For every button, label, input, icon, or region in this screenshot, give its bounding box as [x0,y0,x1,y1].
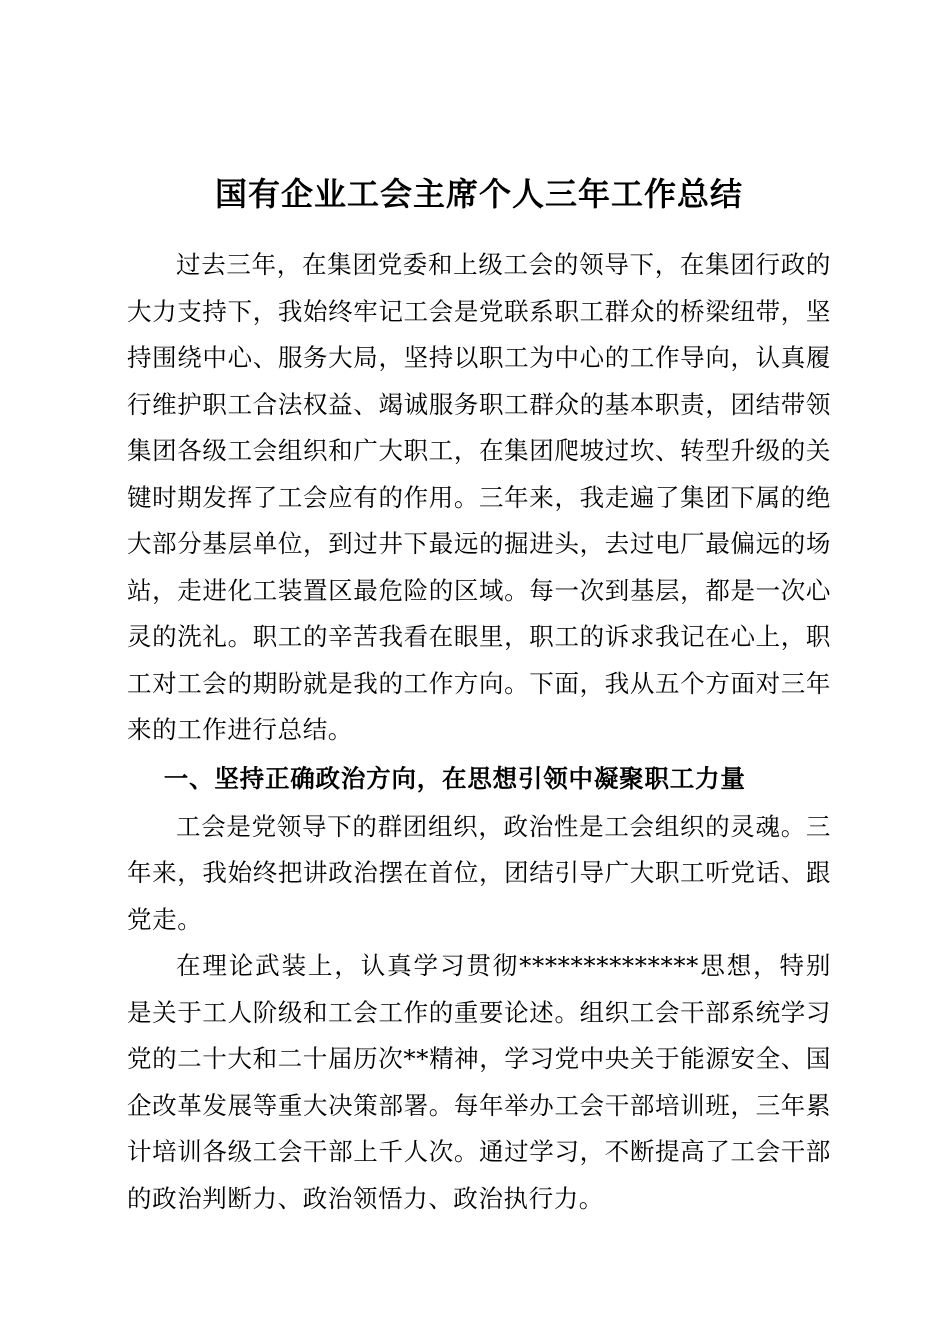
document-title: 国有企业工会主席个人三年工作总结 [214,175,743,213]
section1-paragraph-2: 在理论武装上，认真学习贯彻**************思想，特别是关于工人阶级和工会工作的重要论述。组织工会干部系统学习党的二十大和二十届历次**精神，学习党中央关于能源安全、国企改革发展等重大决策部署。每年举办工会干部培训班，三年累计培训各级工会干部上千人次。通过学习，不断提高了工会干部的政治判断力、政治领悟力、政治执行力。 [127,951,831,1213]
document-body [127,242,831,1222]
section-heading-1: 一、坚持正确政治方向，在思想引领中凝聚职工力量 [163,763,746,793]
section1-paragraph-1: 工会是党领导下的群团组织，政治性是工会组织的灵魂。三年来，我始终把讲政治摆在首位，团结引导广大职工听党话、跟党走。 [127,811,831,934]
document-page [127,168,831,1222]
intro-paragraph: 过去三年，在集团党委和上级工会的领导下，在集团行政的大力支持下，我始终牢记工会是党联系职工群众的桥梁纽带，坚持围绕中心、服务大局，坚持以职工为中心的工作导向，认真履行维护职工合法权益、竭诚服务职工群众的基本职责，团结带领集团各级工会组织和广大职工，在集团爬坡过坎、转型升级的关键时期发挥了工会应有的作用。三年来，我走遍了集团下属的绝大部分基层单位，到过井下最远的掘进头，去过电厂最偏远的场站，走进化工装置区最危险的区域。每一次到基层，都是一次心灵的洗礼。职工的辛苦我看在眼里，职工的诉求我记在心上，职工对工会的期盼就是我的工作方向。下面，我从五个方面对三年来的工作进行总结。 [127,250,831,744]
